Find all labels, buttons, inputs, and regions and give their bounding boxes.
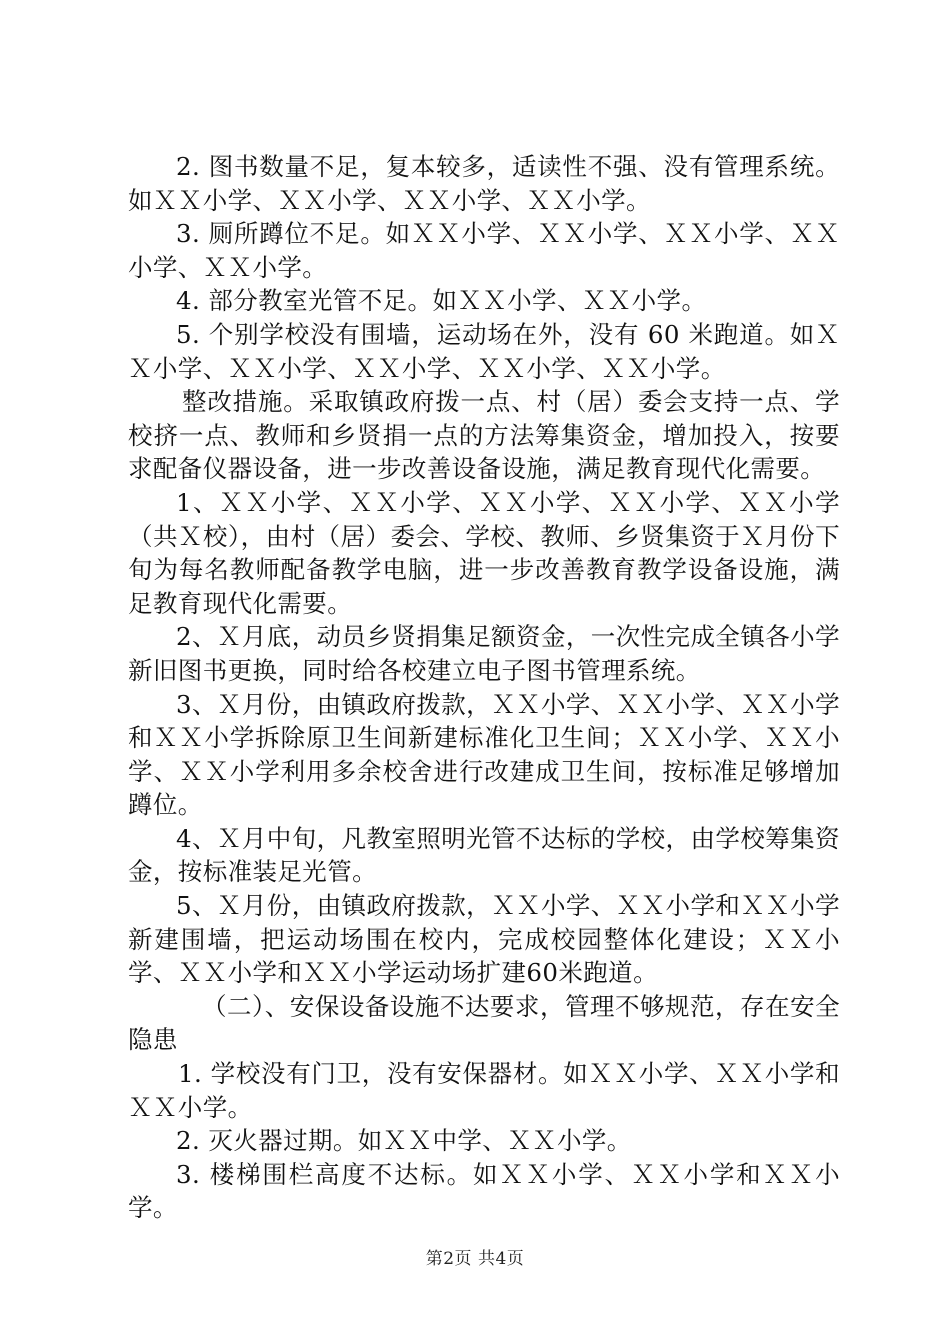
paragraph-measure-4: 4、Ｘ月中旬，凡教室照明光管不达标的学校，由学校筹集资金，按标准装足光管。: [128, 823, 840, 887]
section-heading-security: （二）、安保设备设施不达要求，管理不够规范，存在安全隐患: [128, 991, 840, 1055]
paragraph-rectification-measures: 整改措施。采取镇政府拨一点、村（居）委会支持一点、学校挤一点、教师和乡贤捐一点的方法筹集资金，增加投入，按要求配备仪器设备，进一步改善设备设施，满足教育现代化需要。: [128, 387, 840, 484]
paragraph-lighting-shortage: 4. 部分教室光管不足。如ＸＸ小学、ＸＸ小学。: [176, 286, 707, 316]
paragraph-extinguisher-expired: 2. 灭火器过期。如ＸＸ中学、ＸＸ小学。: [176, 1126, 632, 1156]
paragraph-measure-2: 2、Ｘ月底，动员乡贤捐集足额资金，一次性完成全镇各小学新旧图书更换，同时给各校建立电子图书管理系统。: [128, 622, 840, 685]
document-body: [128, 150, 840, 1225]
paragraph-no-guard: 1. 学校没有门卫，没有安保器材。如ＸＸ小学、ＸＸ小学和ＸＸ小学。: [128, 1059, 840, 1122]
paragraph-measure-3: 3、Ｘ月份，由镇政府拨款，ＸＸ小学、ＸＸ小学、ＸＸ小学和ＸＸ小学拆除原卫生间新建标准化卫生间；ＸＸ小学、ＸＸ小学、ＸＸ小学利用多余校舍进行改建成卫生间，按标准足够增加蹲位。: [128, 689, 840, 820]
paragraph-railing-height: 3. 楼梯围栏高度不达标。如ＸＸ小学、ＸＸ小学和ＸＸ小学。: [128, 1159, 840, 1223]
paragraph-toilet-shortage: 3. 厕所蹲位不足。如ＸＸ小学、ＸＸ小学、ＸＸ小学、ＸＸ小学、ＸＸ小学。: [128, 219, 840, 282]
paragraph-measure-5: 5、Ｘ月份，由镇政府拨款，ＸＸ小学、ＸＸ小学和ＸＸ小学新建围墙，把运动场围在校内，完成校园整体化建设；ＸＸ小学、ＸＸ小学和ＸＸ小学运动场扩建60米跑道。: [128, 891, 840, 988]
paragraph-measure-1: 1、ＸＸ小学、ＸＸ小学、ＸＸ小学、ＸＸ小学、ＸＸ小学（共Ｘ校），由村（居）委会、学校、教师、乡贤集资于Ｘ月份下旬为每名教师配备教学电脑，进一步改善教育教学设备设施，满足教育现代化需要。: [128, 487, 840, 618]
paragraph-library-shortage: 2. 图书数量不足，复本较多，适读性不强、没有管理系统。如ＸＸ小学、ＸＸ小学、ＸＸ小学、ＸＸ小学。: [128, 152, 840, 215]
page-number-footer: 第2页 共4页: [425, 1249, 525, 1269]
paragraph-no-wall: 5. 个别学校没有围墙，运动场在外，没有 60 米跑道。如ＸＸ小学、ＸＸ小学、ＸＸ小学、ＸＸ小学、ＸＸ小学。: [128, 319, 840, 383]
